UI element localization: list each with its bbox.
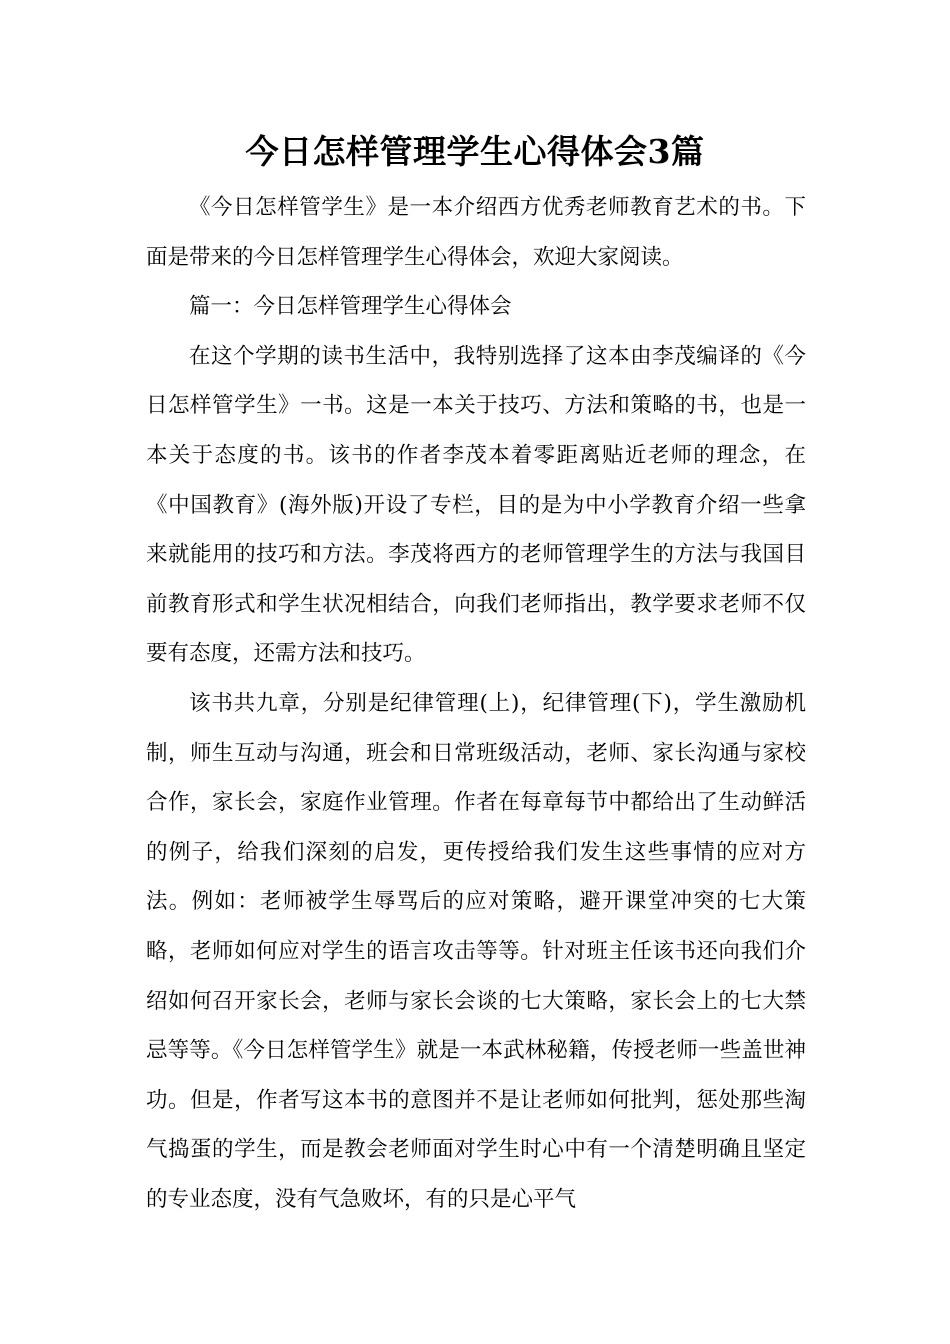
section-heading: 篇一：今日怎样管理学生心得体会 <box>189 294 512 320</box>
document-body <box>146 183 806 1224</box>
body-paragraph: 在这个学期的读书生活中，我特别选择了这本由李茂编译的《今日怎样管学生》一书。这是一本关于技巧、方法和策略的书，也是一本关于态度的书。该书的作者李茂本着零距离贴近老师的理念，在《中国教育》(海外版)开设了专栏，目的是为中小学教育介绍一些拿来就能用的技巧和方法。李茂将西方的老师管理学生的方法与我国目前教育形式和学生状况相结合，向我们老师指出，教学要求老师不仅要有态度，还需方法和技巧。 <box>146 343 806 667</box>
document-title: 今日怎样管理学生心得体会3篇 <box>245 132 705 171</box>
intro-paragraph: 《今日怎样管学生》是一本介绍西方优秀老师教育艺术的书。下面是带来的今日怎样管理学生心得体会，欢迎大家阅读。 <box>146 195 806 270</box>
body-paragraph: 该书共九章，分别是纪律管理(上)，纪律管理(下)，学生激励机制，师生互动与沟通，班会和日常班级活动，老师、家长沟通与家校合作，家长会，家庭作业管理。作者在每章每节中都给出了生动鲜活的例子，给我们深刻的启发，更传授给我们发生这些事情的应对方法。例如：老师被学生辱骂后的应对策略，避开课堂冲突的七大策略，老师如何应对学生的语言攻击等等。针对班主任该书还向我们介绍如何召开家长会，老师与家长会谈的七大策略，家长会上的七大禁忌等等。《今日怎样管学生》就是一本武林秘籍，传授老师一些盖世神功。但是，作者写这本书的意图并不是让老师如何批判，惩处那些淘气捣蛋的学生，而是教会老师面对学生时心中有一个清楚明确且坚定的专业态度，没有气急败坏，有的只是心平气 <box>146 690 806 1212</box>
